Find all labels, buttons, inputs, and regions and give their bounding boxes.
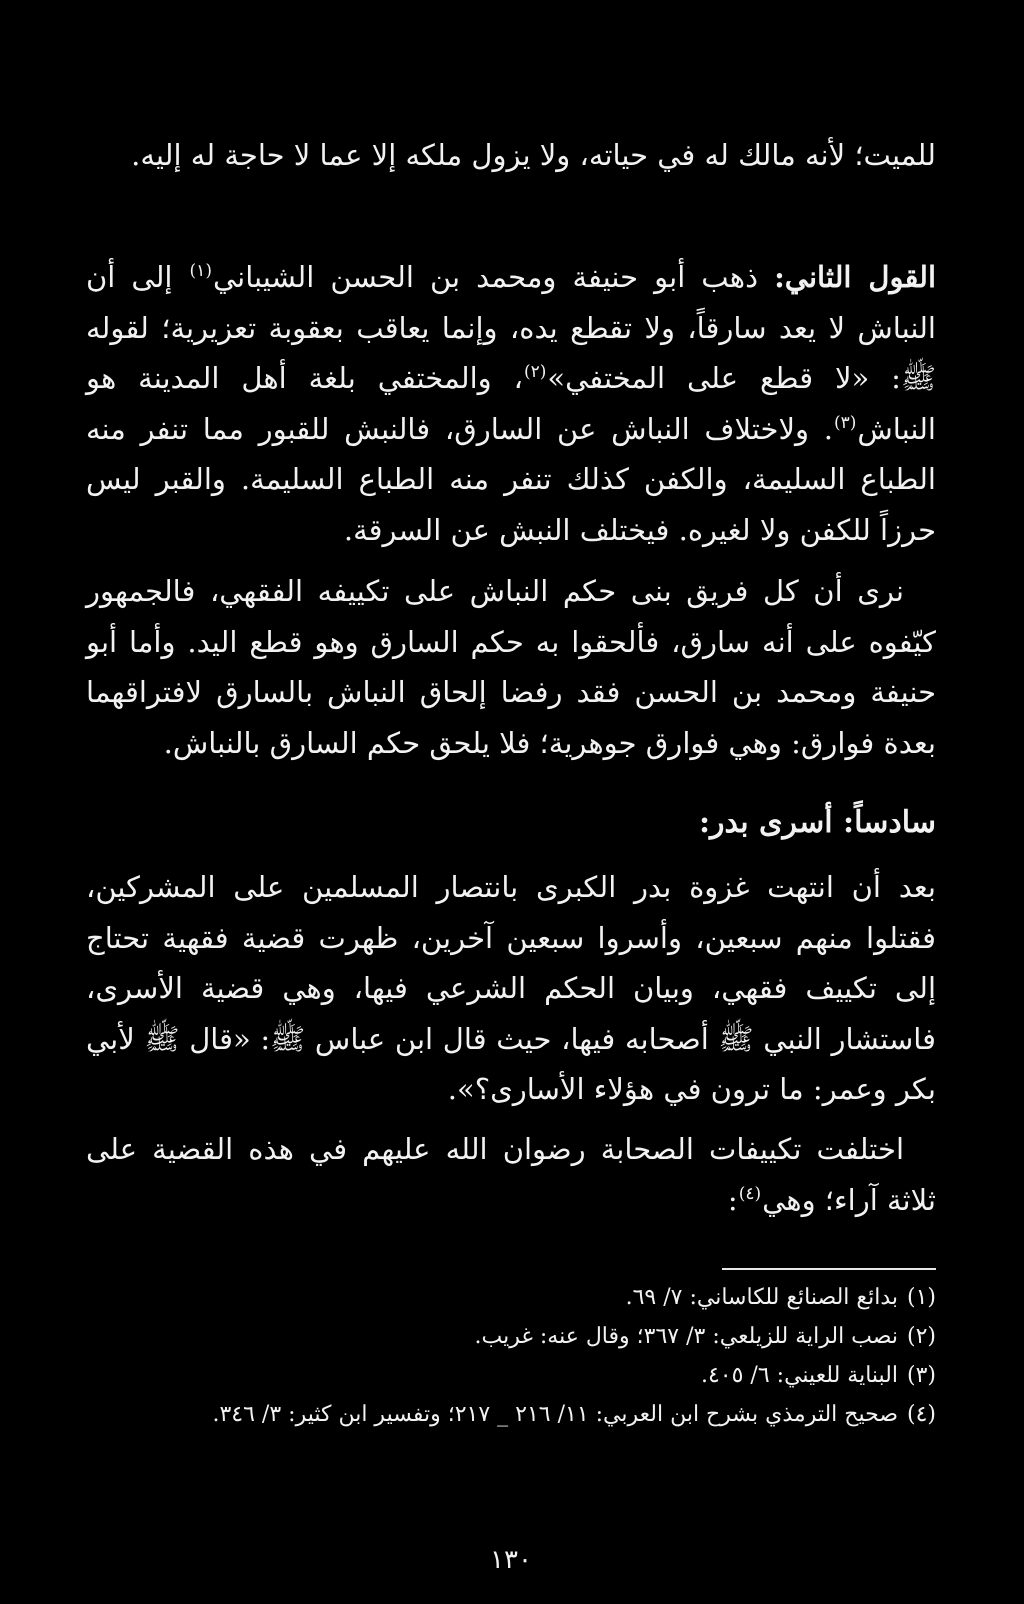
footnote-ref-4[interactable]: (٤) [738, 1183, 762, 1204]
paragraph-intro [86, 130, 936, 181]
book-page [86, 130, 936, 1590]
footnote-item [86, 1356, 936, 1395]
footnote-item [86, 1395, 936, 1434]
footnote-ref-1[interactable]: (١) [189, 261, 212, 282]
second-opinion-text-d: . ولاختلاف النباش عن السارق، فالنبش للقبور مما تنفر منه الطباع السليمة، والكفن كذلك تنفر منه الطباع السليمة. والقبر ليس حرزاً للكفن ولا لغيره. فيختلف النبش عن السرقة. [86, 411, 936, 547]
second-opinion-text-a: ذهب أبو حنيفة ومحمد بن الحسن الشيباني [212, 260, 758, 294]
paragraph-companions-opinions [86, 1124, 936, 1225]
paragraph-second-opinion [86, 252, 936, 555]
footnote-number: (٢) [906, 1324, 936, 1349]
footnote-text: البناية للعيني: ٦/ ٤٠٥. [700, 1363, 898, 1388]
footnote-ref-3[interactable]: (٣) [833, 412, 857, 433]
companions-opinions-text: اختلفت تكييفات الصحابة رضوان الله عليهم في هذه القضية على ثلاثة آراء؛ وهي [86, 1132, 936, 1217]
footnotes-list [86, 1278, 936, 1434]
second-opinion-text-b: إلى أن النباش لا يعد سارقاً، ولا تقطع يده، وإنما يعاقب بعقوبة تعزيرية؛ لقوله ﷺ: «لا قطع على المختفي» [86, 260, 936, 395]
footnote-text: بدائع الصنائع للكاساني: ٧/ ٦٩. [625, 1285, 898, 1310]
footnote-ref-2[interactable]: (٢) [523, 362, 547, 383]
page-number: ١٣٠ [490, 1545, 532, 1575]
footnote-number: (٤) [906, 1402, 936, 1427]
second-opinion-heading: القول الثاني: [774, 260, 937, 294]
footnote-number: (١) [906, 1285, 936, 1310]
companions-opinions-colon: : [727, 1182, 738, 1217]
paragraph-intro-text: للميت؛ لأنه مالك له في حياته، ولا يزول ملكه إلا عما لا حاجة له إليه. [131, 138, 936, 172]
paragraph-analysis [86, 566, 936, 768]
footnote-separator [722, 1268, 936, 1270]
footnote-text: نصب الراية للزيلعي: ٣/ ٣٦٧؛ وقال عنه: غريب. [474, 1324, 898, 1349]
paragraph-badr-prisoners-text: بعد أن انتهت غزوة بدر الكبرى بانتصار المسلمين على المشركين، فقتلوا منهم سبعين، وأسروا سبعين آخرين، ظهرت قضية فقهية تحتاج إلى تكييف فقهي، وبيان الحكم الشرعي فيها، وهي قضية الأسرى، فاستشار النبي ﷺ أصحابه فيها، حيث قال ابن عباس ﷺ: «قال ﷺ لأبي بكر وعمر: ما ترون في هؤلاء الأسارى؟». [86, 870, 936, 1106]
paragraph-analysis-text: نرى أن كل فريق بنى حكم النباش على تكييفه الفقهي، فالجمهور كيّفوه على أنه سارق، فألحقوا به حكم السارق وهو قطع اليد. وأما أبو حنيفة ومحمد بن الحسن فقد رفضا إلحاق النباش بالسارق لافتراقهما بعدة فوارق: وهي فوارق جوهرية؛ فلا يلحق حكم السارق بالنباش. [86, 574, 936, 760]
paragraph-badr-prisoners [86, 862, 936, 1115]
footnote-item [86, 1278, 936, 1317]
section-heading: سادساً: أسرى بدر: [698, 805, 936, 840]
footnote-text: صحيح الترمذي بشرح ابن العربي: ١١/ ٢١٦ _ ٢١٧؛ وتفسير ابن كثير: ٣/ ٣٤٦. [212, 1402, 898, 1427]
footnote-number: (٣) [906, 1363, 936, 1388]
second-opinion-text-c: ، والمختفي بلغة أهل المدينة هو النباش [86, 361, 936, 446]
footnote-item [86, 1317, 936, 1356]
